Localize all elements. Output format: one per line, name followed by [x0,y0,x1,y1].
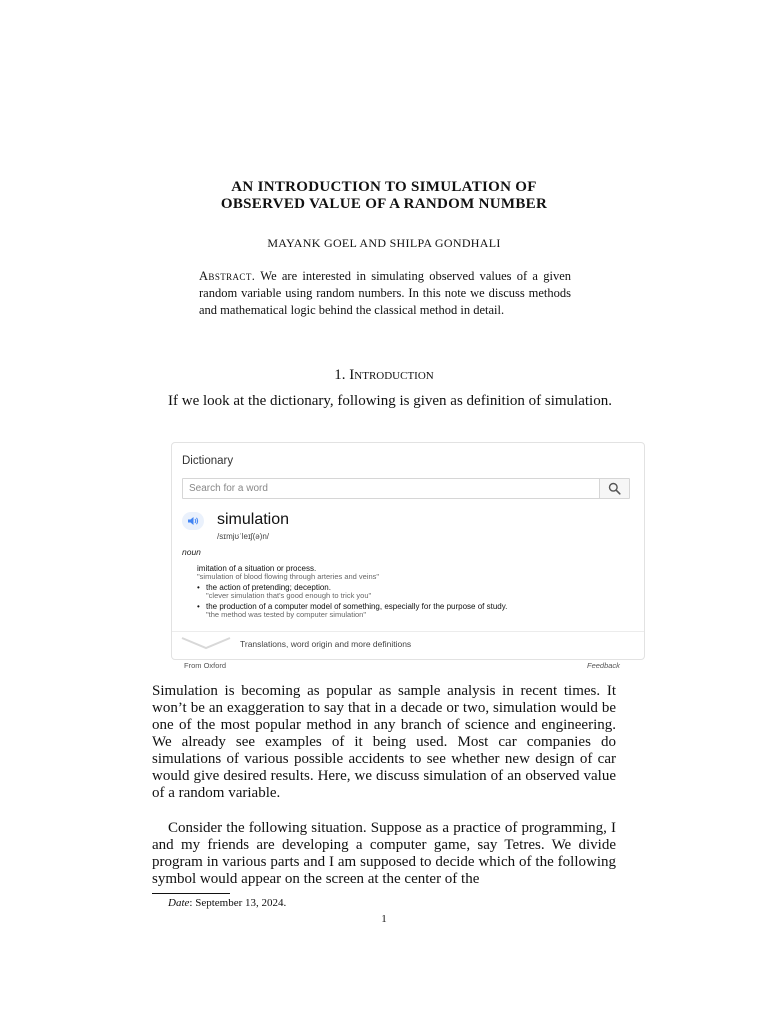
paper-title [0,179,768,213]
section-heading [0,367,768,384]
dictionary-card [171,442,645,660]
paragraph-2: Simulation is becoming as popular as sample analysis in recent times. It won’t be an exaggeration to say that in a decade or two, simulation would be one of the most popular method in any branch of science and engineering. We already see examples of it being used. Most car companies do simulations of various possible accidents to see whether new design of car would give desired results. Here, we discuss simulation of an observed value of a random variable. [152,683,616,801]
footnote-rule [152,893,230,894]
definition-2: the action of pretending; deception. [206,583,331,592]
footnote [168,897,286,909]
abstract [199,268,571,319]
bullet-icon: • [197,602,200,611]
definition-3: the production of a computer model of something, especially for the purpose of study. [206,602,508,611]
chevron-down-icon [180,636,232,650]
search-box [182,478,630,499]
phonetic: /sɪmjʊˈleɪʃ(ə)n/ [217,532,270,541]
authors: MAYANK GOEL AND SHILPA GONDHALI [267,236,501,250]
paragraph-3: Consider the following situation. Suppose as a practice of programming, I and my friends are developing a computer game, say Tetres. We divide program in various parts and I am supposed to decide which of the following symbol would appear on the screen at the center of the [152,820,616,887]
search-button[interactable] [599,479,629,498]
title-line-2: OBSERVED VALUE OF A RANDOM NUMBER [220,196,548,212]
pronunciation-button[interactable] [182,512,204,530]
search-input[interactable] [183,479,613,498]
section-number: 1. [334,367,346,383]
abstract-text: We are interested in simulating observed values of a given random variable using random numbers. In this note we discuss methods and mathematical logic behind the classical method in detail. [199,269,572,317]
part-of-speech: noun [182,547,201,557]
footnote-label: Date [168,897,190,909]
dictionary-word: simulation [217,511,290,528]
title-line-1: AN INTRODUCTION TO SIMULATION OF [231,179,537,195]
section-title: Introduction [349,367,434,383]
more-definitions-link[interactable]: Translations, word origin and more definitions [240,639,412,649]
intro-paragraph: If we look at the dictionary, following is given as definition of simulation. [168,393,612,409]
page-number: 1 [381,913,387,925]
example-2: "clever simulation that's good enough to trick you" [206,591,372,600]
more-definitions-row[interactable] [172,631,644,656]
definition-1: imitation of a situation or process. [197,564,317,573]
search-icon [608,482,621,495]
example-3: "the method was tested by computer simulation" [206,610,366,619]
footnote-text: : September 13, 2024. [189,897,287,909]
example-1: "simulation of blood flowing through arteries and veins" [197,572,380,581]
speaker-icon [187,516,199,526]
dictionary-title: Dictionary [182,455,234,467]
abstract-label: Abstract. [199,269,256,283]
source-label: From Oxford [184,661,227,670]
bullet-icon: • [197,583,200,592]
feedback-link[interactable]: Feedback [587,661,620,670]
